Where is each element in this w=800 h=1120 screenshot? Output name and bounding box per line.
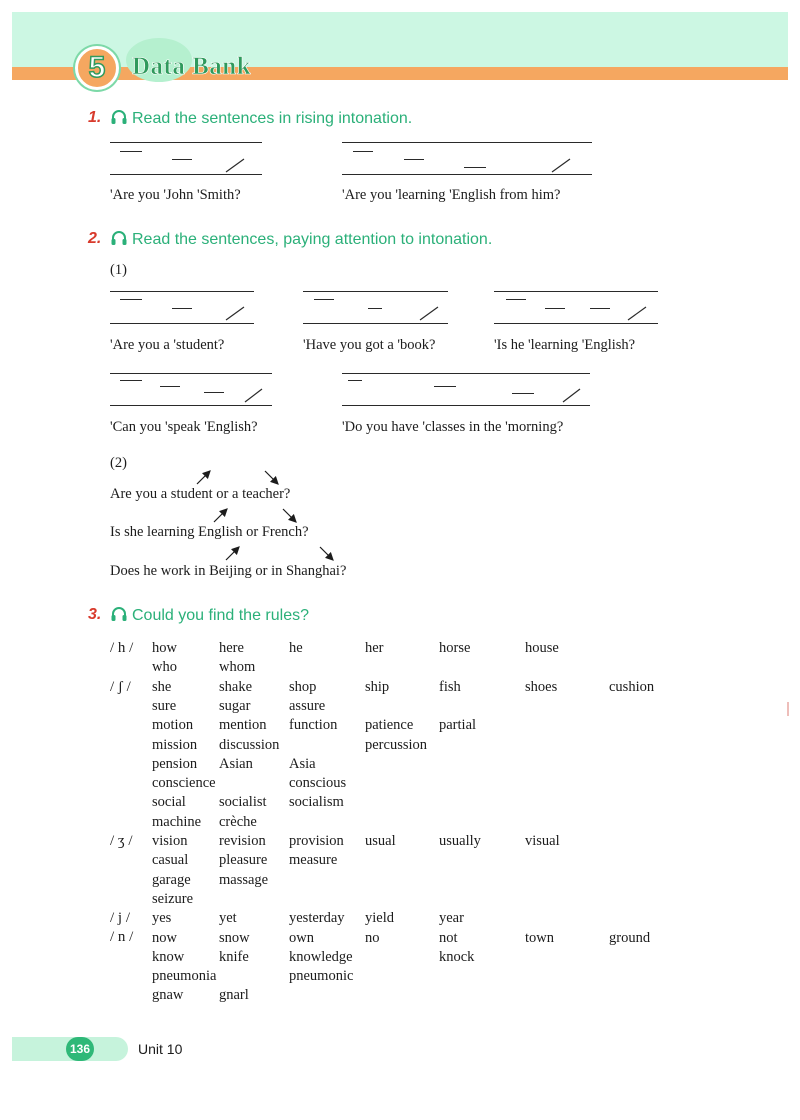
- word-cell: provision: [289, 833, 344, 849]
- word-cell: now: [152, 930, 177, 946]
- word-cell: assure: [289, 698, 326, 714]
- section-3-number: 3.: [88, 606, 102, 623]
- part-label: (1): [110, 262, 127, 278]
- word-cell: he: [289, 640, 303, 656]
- sentence: 'Are you 'John 'Smith?: [110, 187, 241, 203]
- word-cell: function: [289, 717, 338, 733]
- rising-arrow: [214, 509, 227, 522]
- word-cell: garage: [152, 872, 191, 888]
- word-cell: gnarl: [219, 987, 249, 1003]
- word-cell: know: [152, 949, 185, 965]
- falling-arrow: [265, 471, 278, 484]
- word-cell: vision: [152, 833, 188, 849]
- word-cell: mission: [152, 737, 198, 753]
- unit-label: Unit 10: [138, 1041, 183, 1057]
- word-cell: not: [439, 930, 458, 946]
- falling-arrow: [320, 547, 333, 560]
- rising-glide: [226, 159, 244, 172]
- phoneme-label: / j /: [110, 910, 131, 926]
- word-cell: sugar: [219, 698, 251, 714]
- word-cell: she: [152, 679, 172, 695]
- section-3-heading: [110, 605, 309, 625]
- word-cell: shoes: [525, 679, 558, 695]
- word-cell: fish: [439, 679, 461, 695]
- word-cell: yes: [152, 910, 172, 926]
- falling-arrow: [283, 509, 296, 522]
- sentence: 'Have you got a 'book?: [303, 337, 436, 353]
- sentence: 'Are you a 'student?: [110, 337, 225, 353]
- headphones-icon: [110, 605, 128, 623]
- word-cell: town: [525, 930, 554, 946]
- rising-glide: [226, 307, 244, 320]
- sentence: 'Can you 'speak 'English?: [110, 419, 258, 435]
- word-cell: conscious: [289, 775, 347, 791]
- sentence: Are you a student or a teacher?: [110, 486, 291, 502]
- word-cell: pneumonia: [152, 968, 217, 984]
- rising-glide: [628, 307, 646, 320]
- word-cell: shop: [289, 679, 317, 695]
- word-cell: Asia: [289, 756, 316, 772]
- word-cell: knowledge: [289, 949, 353, 965]
- phoneme-label: / n /: [110, 929, 134, 945]
- section-2-number: 2.: [88, 230, 102, 247]
- phoneme-label: / ʃ /: [110, 679, 131, 695]
- word-cell: yield: [365, 910, 394, 926]
- section-badge-number: 5: [88, 51, 106, 84]
- section-2-instruction: Read the sentences, paying attention to intonation.: [132, 231, 493, 248]
- word-cell: yet: [219, 910, 237, 926]
- word-cell: gnaw: [152, 987, 184, 1003]
- word-cell: casual: [152, 852, 189, 868]
- rising-arrow: [197, 471, 210, 484]
- part-label: (2): [110, 455, 127, 471]
- word-cell: machine: [152, 814, 202, 830]
- section-3-instruction: Could you find the rules?: [132, 607, 309, 624]
- rising-glide: [563, 389, 580, 402]
- word-cell: usually: [439, 833, 481, 849]
- word-cell: percussion: [365, 737, 428, 753]
- word-cell: seizure: [152, 891, 194, 907]
- sentence: 'Do you have 'classes in the 'morning?: [342, 419, 564, 435]
- word-cell: cushion: [609, 679, 655, 695]
- word-cell: shake: [219, 679, 253, 695]
- sentence: Is she learning English or French?: [110, 524, 309, 540]
- word-cell: sure: [152, 698, 177, 714]
- word-cell: year: [439, 910, 464, 926]
- page-title: Data Bank: [132, 53, 252, 80]
- sentence: 'Are you 'learning 'English from him?: [342, 187, 561, 203]
- section-1-instruction: Read the sentences in rising intonation.: [132, 110, 413, 127]
- rising-glide: [245, 389, 262, 402]
- word-cell: crèche: [219, 814, 257, 830]
- word-cell: measure: [289, 852, 338, 868]
- word-cell: knock: [439, 949, 475, 965]
- word-cell: ground: [609, 930, 651, 946]
- word-cell: own: [289, 930, 314, 946]
- word-cell: socialism: [289, 794, 344, 810]
- sentence: 'Is he 'learning 'English?: [494, 337, 636, 353]
- word-cell: socialist: [219, 794, 267, 810]
- word-cell: social: [152, 794, 186, 810]
- word-cell: here: [219, 640, 244, 656]
- rising-glide: [420, 307, 438, 320]
- word-cell: house: [525, 640, 559, 656]
- word-cell: Asian: [219, 756, 253, 772]
- word-cell: who: [152, 659, 177, 675]
- word-cell: knife: [219, 949, 249, 965]
- word-cell: ship: [365, 679, 390, 695]
- phoneme-label: / h /: [110, 640, 134, 656]
- word-cell: no: [365, 930, 380, 946]
- word-cell: horse: [439, 640, 471, 656]
- word-cell: conscience: [152, 775, 216, 791]
- phoneme-label: / ʒ /: [110, 833, 133, 849]
- word-cell: massage: [219, 872, 269, 888]
- word-cell: motion: [152, 717, 194, 733]
- word-cell: pneumonic: [289, 968, 354, 984]
- word-cell: her: [365, 640, 384, 656]
- word-cell: pension: [152, 756, 198, 772]
- word-cell: yesterday: [289, 910, 345, 926]
- word-cell: snow: [219, 930, 250, 946]
- page-number: 136: [66, 1037, 94, 1061]
- section-1-number: 1.: [88, 109, 102, 126]
- word-cell: partial: [439, 717, 477, 733]
- word-cell: pleasure: [219, 852, 268, 868]
- word-cell: whom: [219, 659, 256, 675]
- rising-glide: [552, 159, 570, 172]
- word-cell: mention: [219, 717, 267, 733]
- word-cell: visual: [525, 833, 560, 849]
- word-cell: usual: [365, 833, 396, 849]
- sentence: Does he work in Beijing or in Shanghai?: [110, 563, 347, 579]
- rising-arrow: [226, 547, 239, 560]
- word-cell: revision: [219, 833, 266, 849]
- word-cell: patience: [365, 717, 414, 733]
- word-cell: how: [152, 640, 177, 656]
- word-cell: discussion: [219, 737, 280, 753]
